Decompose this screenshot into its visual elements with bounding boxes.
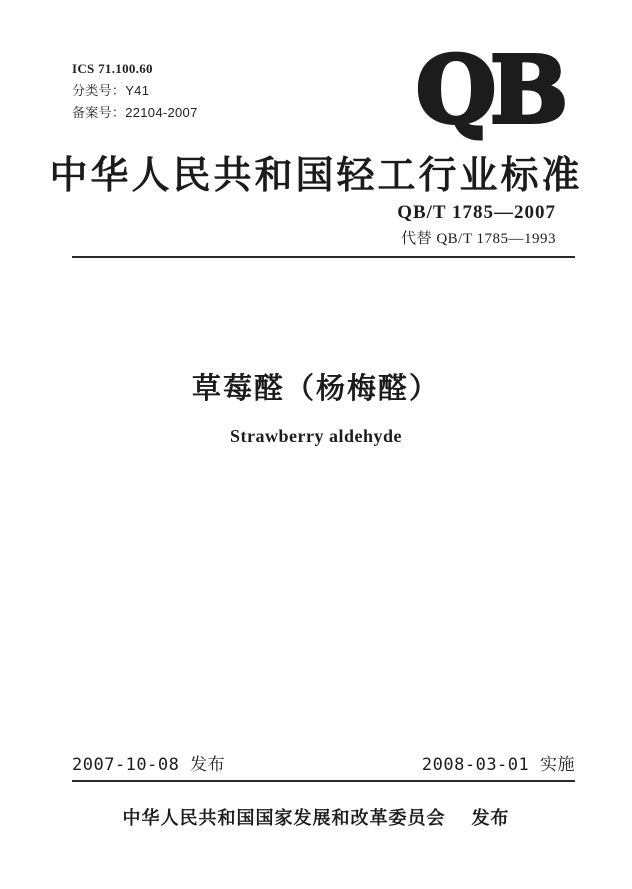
qb-logo: QB	[416, 36, 562, 144]
issue-action: 发布	[471, 808, 510, 828]
classification-number: 分类号：Y41	[72, 83, 150, 98]
subject-title-cn: 草莓醛（杨梅醛）	[191, 373, 440, 405]
standard-title: 中华人民共和国轻工行业标准	[49, 155, 583, 197]
issue-date: 2007-10-08 发布	[72, 755, 226, 775]
meta-block	[72, 58, 198, 124]
dates-row	[72, 750, 575, 775]
implementation-date: 2008-03-01 实施	[421, 755, 575, 775]
subject-title-en: Strawberry aldehyde	[230, 426, 402, 446]
issuer-line	[0, 804, 632, 830]
bottom-divider	[72, 780, 575, 782]
top-divider	[72, 256, 575, 258]
standard-code: QB/T 1785—2007	[397, 202, 556, 223]
standard-code-block	[397, 202, 556, 248]
record-number: 备案号：22104-2007	[72, 105, 198, 120]
replaced-standard: 代替 QB/T 1785—1993	[401, 231, 556, 247]
issuer-name: 中华人民共和国国家发展和改革委员会	[122, 808, 446, 828]
ics-code: ICS 71.100.60	[72, 61, 153, 76]
